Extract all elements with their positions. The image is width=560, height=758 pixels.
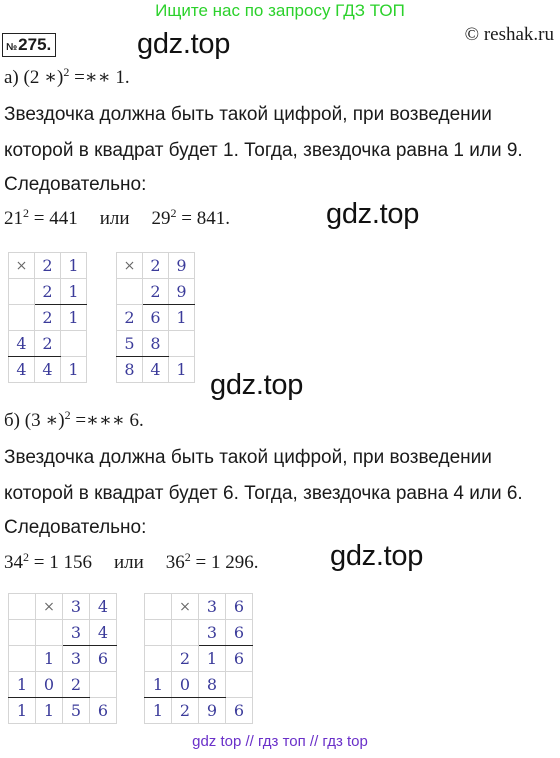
digit-cell: 6: [226, 594, 253, 620]
or-word: или: [113, 552, 144, 573]
mult-row: [117, 253, 195, 279]
mult-row: [9, 305, 87, 331]
part-a-text-line-2: которой в квадрат будет 1. Тогда, звездочка равна 1 или 9.: [4, 140, 523, 161]
digit-cell: 2: [63, 672, 90, 698]
mult-row: [145, 672, 253, 698]
digit-cell: 9: [169, 253, 195, 279]
digit-cell: 1: [145, 698, 172, 724]
digit-cell: 6: [226, 620, 253, 646]
mult-row: [9, 698, 117, 724]
digit-cell: 2: [35, 305, 61, 331]
digit-cell: 1: [199, 646, 226, 672]
digit-cell: 4: [9, 357, 35, 383]
empty-cell: [145, 594, 172, 620]
empty-cell: [36, 620, 63, 646]
digit-cell: 3: [199, 620, 226, 646]
digit-cell: 4: [9, 331, 35, 357]
multiplication-table-36: [144, 593, 253, 724]
empty-cell: [61, 331, 87, 357]
digit-cell: 1: [61, 357, 87, 383]
empty-cell: [9, 594, 36, 620]
mult-row: [117, 357, 195, 383]
mult-row: [9, 672, 117, 698]
empty-cell: [169, 331, 195, 357]
digit-cell: 2: [35, 331, 61, 357]
digit-cell: 5: [117, 331, 143, 357]
watermark-1: gdz.top: [137, 28, 231, 60]
digit-cell: 9: [199, 698, 226, 724]
digit-cell: 4: [143, 357, 169, 383]
mult-row: [9, 594, 117, 620]
digit-cell: 6: [90, 646, 117, 672]
mult-row: [117, 279, 195, 305]
mult-row: [9, 279, 87, 305]
digit-cell: 5: [63, 698, 90, 724]
mult-row: [117, 305, 195, 331]
part-b-text-line-2: которой в квадрат будет 6. Тогда, звездочка равна 4 или 6.: [4, 483, 523, 504]
times-sign: ×: [172, 594, 199, 620]
times-sign: ×: [9, 253, 35, 279]
digit-cell: 8: [117, 357, 143, 383]
part-b-results: $34^2 = 1$ 156 или $36^2 = 1$ 296.: [4, 550, 259, 573]
mult-row: [145, 698, 253, 724]
multiplication-table-34: [8, 593, 117, 724]
mult-row: [9, 357, 87, 383]
digit-cell: 3: [63, 620, 90, 646]
digit-cell: 2: [143, 253, 169, 279]
empty-cell: [145, 620, 172, 646]
watermark-4: gdz.top: [330, 540, 424, 572]
part-a-text-line-1: Звездочка должна быть такой цифрой, при возведении: [4, 104, 492, 125]
digit-cell: 8: [199, 672, 226, 698]
multiplication-table-29: [116, 252, 195, 383]
digit-cell: 2: [117, 305, 143, 331]
mult-row: [145, 620, 253, 646]
multiplication-table-21: [8, 252, 87, 383]
digit-cell: 1: [61, 279, 87, 305]
digit-cell: 1: [9, 672, 36, 698]
digit-cell: 4: [90, 594, 117, 620]
digit-cell: 1: [61, 253, 87, 279]
part-b-text-line-3: Следовательно:: [4, 517, 147, 538]
digit-cell: 6: [226, 646, 253, 672]
mult-row: [145, 594, 253, 620]
part-b-equation: б) (3 ∗)$^2$ =∗∗∗ 6.: [4, 408, 144, 431]
digit-cell: 2: [35, 253, 61, 279]
mult-row: [145, 646, 253, 672]
digit-cell: 8: [143, 331, 169, 357]
copyright: © reshak.ru: [464, 24, 554, 45]
digit-cell: 2: [172, 698, 199, 724]
watermark-3: gdz.top: [210, 369, 304, 401]
digit-cell: 6: [143, 305, 169, 331]
digit-cell: 6: [226, 698, 253, 724]
empty-cell: [90, 672, 117, 698]
empty-cell: [226, 672, 253, 698]
part-b-text-line-1: Звездочка должна быть такой цифрой, при возведении: [4, 447, 492, 468]
digit-cell: 1: [169, 357, 195, 383]
digit-cell: 9: [169, 279, 195, 305]
digit-cell: 4: [90, 620, 117, 646]
task-number-value: 275.: [18, 35, 52, 54]
footer-links: gdz top // гдз топ // гдз top: [192, 733, 368, 750]
empty-cell: [9, 620, 36, 646]
digit-cell: 3: [199, 594, 226, 620]
number-sign: №: [6, 42, 18, 53]
mult-row: [117, 331, 195, 357]
digit-cell: 0: [36, 672, 63, 698]
digit-cell: 3: [63, 646, 90, 672]
empty-cell: [9, 646, 36, 672]
empty-cell: [9, 305, 35, 331]
watermark-2: gdz.top: [326, 198, 420, 230]
times-sign: ×: [36, 594, 63, 620]
digit-cell: 2: [172, 646, 199, 672]
digit-cell: 3: [63, 594, 90, 620]
part-a-equation: а) (2 ∗)$^2$ =∗∗ 1.: [4, 65, 130, 88]
digit-cell: 1: [145, 672, 172, 698]
mult-row: [9, 253, 87, 279]
digit-cell: 1: [36, 698, 63, 724]
mult-row: [9, 646, 117, 672]
mult-row: [9, 620, 117, 646]
or-word: или: [99, 208, 130, 229]
digit-cell: 1: [9, 698, 36, 724]
digit-cell: 2: [35, 279, 61, 305]
part-a-results: $21^2 = 441$ или $29^2 = 841$.: [4, 206, 231, 229]
digit-cell: 1: [169, 305, 195, 331]
mult-row: [9, 331, 87, 357]
digit-cell: 1: [61, 305, 87, 331]
times-sign: ×: [117, 253, 143, 279]
digit-cell: 1: [36, 646, 63, 672]
part-a-text-line-3: Следовательно:: [4, 174, 147, 195]
digit-cell: 0: [172, 672, 199, 698]
digit-cell: 2: [143, 279, 169, 305]
empty-cell: [9, 279, 35, 305]
empty-cell: [172, 620, 199, 646]
digit-cell: 6: [90, 698, 117, 724]
empty-cell: [117, 279, 143, 305]
task-number: [2, 33, 56, 57]
promo-banner: Ищите нас по запросу ГДЗ ТОП: [155, 1, 405, 20]
digit-cell: 4: [35, 357, 61, 383]
empty-cell: [145, 646, 172, 672]
